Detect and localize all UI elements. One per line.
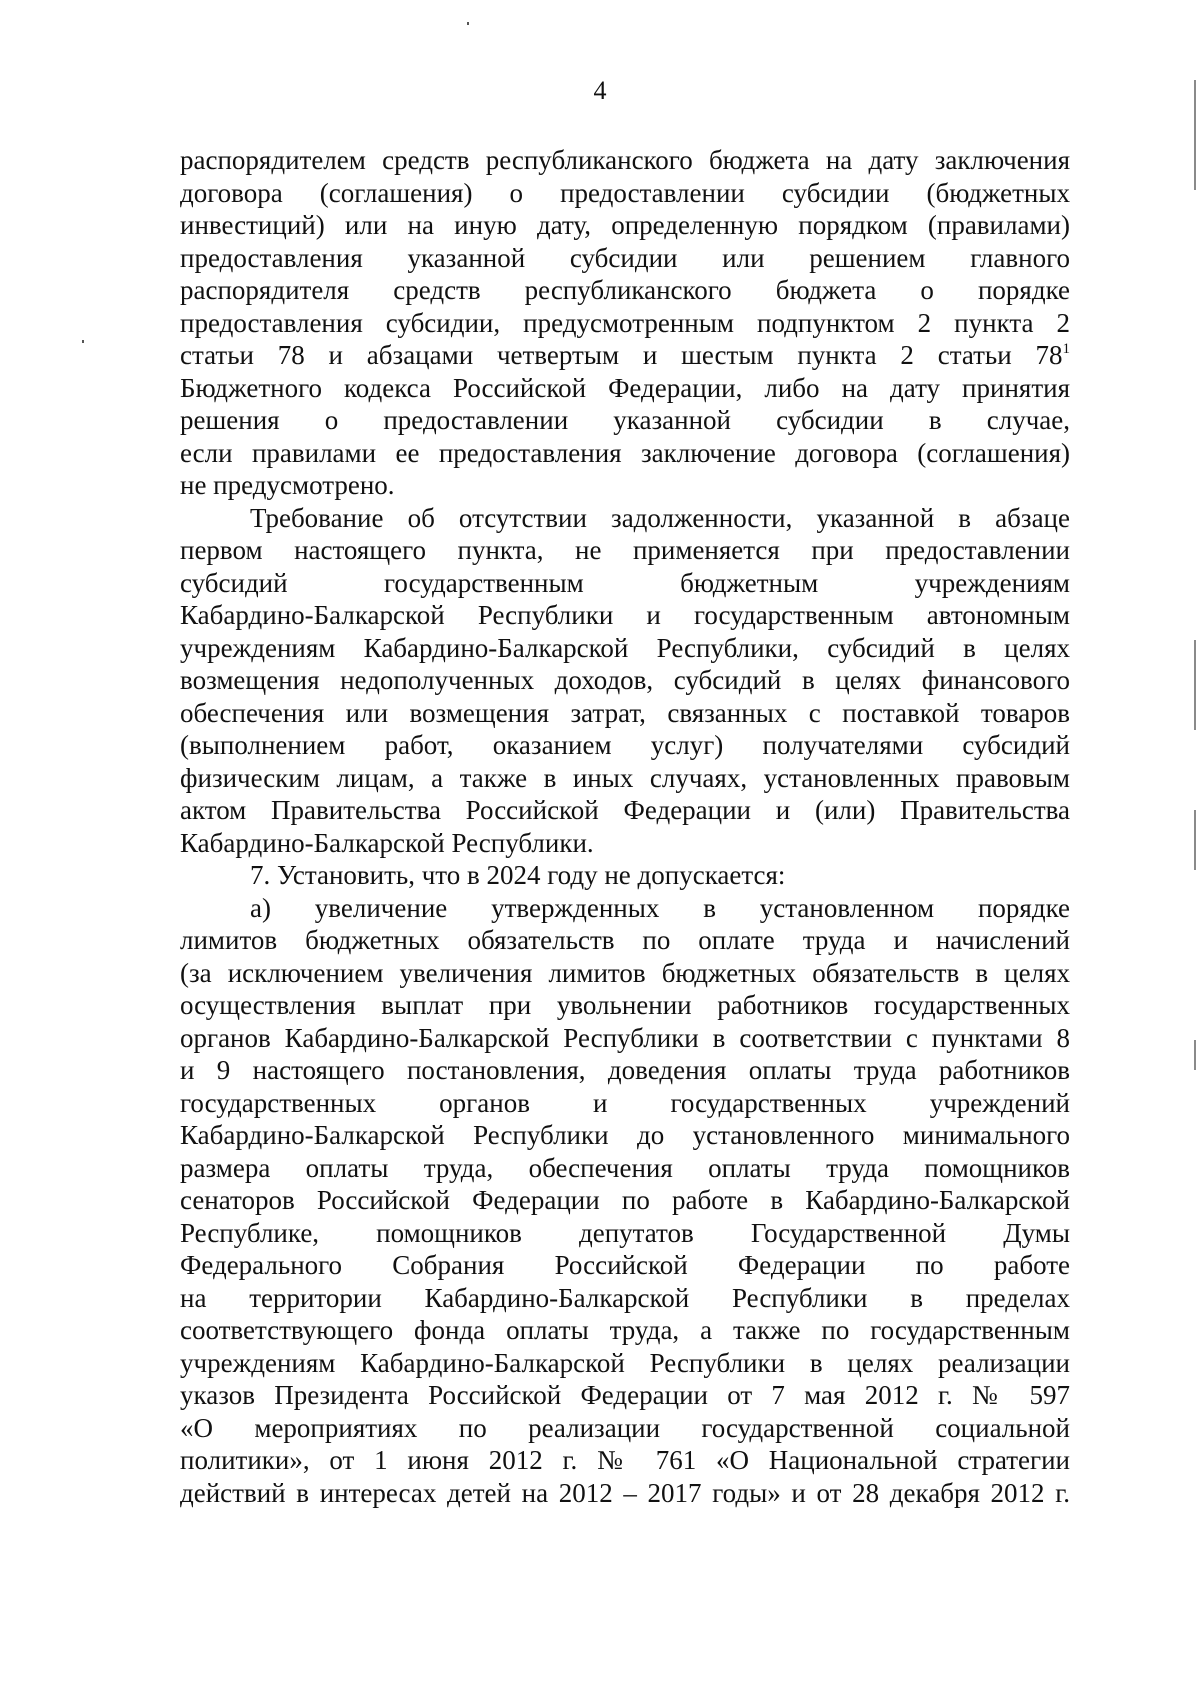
text-line [180,404,1070,437]
line-text: размера оплаты труда, обеспечения оплаты труда помощников [180,1152,1070,1183]
text-line [180,1217,1070,1250]
text-line [180,697,1070,730]
line-text: Требование об отсутствии задолженности, указанной в абзаце [250,502,1070,533]
text-line [180,664,1070,697]
line-text: Федерального Собрания Российской Федерации по работе [180,1250,1070,1280]
paragraph [180,502,1070,860]
text-line [180,209,1070,242]
line-text: а) увеличение утвержденных в установленном порядке [250,892,1070,923]
line-text: решения о предоставлении указанной субсидии в случае, [180,405,1070,435]
text-line [180,632,1070,665]
text-line [180,1022,1070,1055]
line-text: если правилами ее предоставления заключение договора (соглашения) [180,437,1070,468]
line-text: Кабардино-Балкарской Республики. [180,827,594,858]
line-text: физическим лицам, а также в иных случаях, установленных правовым [180,762,1070,793]
text-line [180,339,1070,372]
text-line [180,989,1070,1022]
text-line [180,924,1070,957]
line-text: на территории Кабардино-Балкарской Республики в пределах [180,1282,1070,1313]
line-text: договора (соглашения) о предоставлении субсидии (бюджетных [180,177,1070,208]
text-line [180,957,1070,990]
line-text: Кабардино-Балкарской Республики и государственным автономным [180,600,1070,630]
line-text: распорядителем средств республиканского бюджета на дату заключения [180,145,1070,175]
line-text: сенаторов Российской Федерации по работе в Кабардино-Балкарской [180,1185,1070,1215]
text-line [180,469,1070,502]
text-line [180,1379,1070,1412]
text-line [180,1412,1070,1445]
line-text: «О мероприятиях по реализации государственной социальной [180,1412,1070,1443]
text-line [180,892,1070,925]
line-text: первом настоящего пункта, не применяется при предоставлении [180,535,1070,565]
superscript: 1 [1062,341,1070,357]
line-text: возмещения недополученных доходов, субсидий в целях финансового [180,665,1070,695]
line-text: политики», от 1 июня 2012 г. № 761 «О Национальной стратегии [180,1445,1070,1475]
line-text: действий в интересах детей на 2012 – 2017 годы» и от 28 декабря 2012 г. [180,1477,1070,1508]
line-text: соответствующего фонда оплаты труда, а также по государственным [180,1315,1070,1345]
scan-speck [82,340,84,343]
line-text: лимитов бюджетных обязательств по оплате труда и начислений [180,925,1070,955]
text-line [180,567,1070,600]
paragraph [180,859,1070,892]
paragraph [180,144,1070,502]
line-text: актом Правительства Российской Федерации и (или) Правительства [180,795,1070,825]
text-line [180,242,1070,275]
text-line [180,762,1070,795]
line-text: Кабардино-Балкарской Республики до установленного минимального [180,1120,1070,1150]
scan-speck [467,22,469,25]
text-line [180,1347,1070,1380]
text-line [180,1087,1070,1120]
text-line [180,859,1070,892]
line-text: предоставления субсидии, предусмотренным подпунктом 2 пункта 2 [180,307,1070,338]
text-line [180,144,1070,177]
line-text: государственных органов и государственных учреждений [180,1087,1070,1118]
text-line [180,1282,1070,1315]
text-line [180,437,1070,470]
text-line [180,1444,1070,1477]
line-text: инвестиций) или на иную дату, определенную порядком (правилами) [180,210,1070,240]
scan-edge-line [1194,640,1196,730]
page-number: 4 [593,76,607,105]
scan-edge-line [1194,1040,1196,1070]
text-line [180,729,1070,762]
line-text: распорядителя средств республиканского бюджета о порядке [180,275,1070,305]
text-line [180,372,1070,405]
line-text: учреждениям Кабардино-Балкарской Республики в целях реализации [180,1347,1070,1378]
text-line [180,1054,1070,1087]
text-line [180,1477,1070,1510]
scan-edge-line [1194,810,1196,870]
text-line [180,794,1070,827]
text-line [180,502,1070,535]
text-line [180,177,1070,210]
text-line [180,274,1070,307]
line-text: указов Президента Российской Федерации от 7 мая 2012 г. № 597 [180,1380,1070,1410]
line-text: 7. Установить, что в 2024 году не допускается: [250,860,786,890]
line-text: (за исключением увеличения лимитов бюджетных обязательств в целях [180,957,1070,988]
text-line [180,1119,1070,1152]
line-text: (выполнением работ, оказанием услуг) получателями субсидий [180,730,1070,760]
line-text: и 9 настоящего постановления, доведения оплаты труда работников [180,1055,1070,1085]
text-line [180,827,1070,860]
line-text: Бюджетного кодекса Российской Федерации, либо на дату принятия [180,372,1070,403]
text-line [180,1314,1070,1347]
document-body [180,144,1070,1509]
text-line [180,1152,1070,1185]
text-line [180,307,1070,340]
text-line [180,534,1070,567]
line-text: органов Кабардино-Балкарской Республики в соответствии с пунктами 8 [180,1022,1070,1053]
line-text: обеспечения или возмещения затрат, связанных с поставкой товаров [180,697,1070,728]
line-text: Республике, помощников депутатов Государственной Думы [180,1217,1070,1248]
text-line [180,599,1070,632]
text-line [180,1184,1070,1217]
text-line [180,1249,1070,1282]
line-text: осуществления выплат при увольнении работников государственных [180,990,1070,1020]
line-text: предоставления указанной субсидии или решением главного [180,242,1070,273]
line-text: не предусмотрено. [180,470,395,500]
line-text: учреждениям Кабардино-Балкарской Республики, субсидий в целях [180,632,1070,663]
line-text: статьи 78 и абзацами четвертым и шестым пункта 2 статьи 78 [180,340,1063,370]
line-text: субсидий государственным бюджетным учреждениям [180,567,1070,598]
paragraph [180,892,1070,1510]
